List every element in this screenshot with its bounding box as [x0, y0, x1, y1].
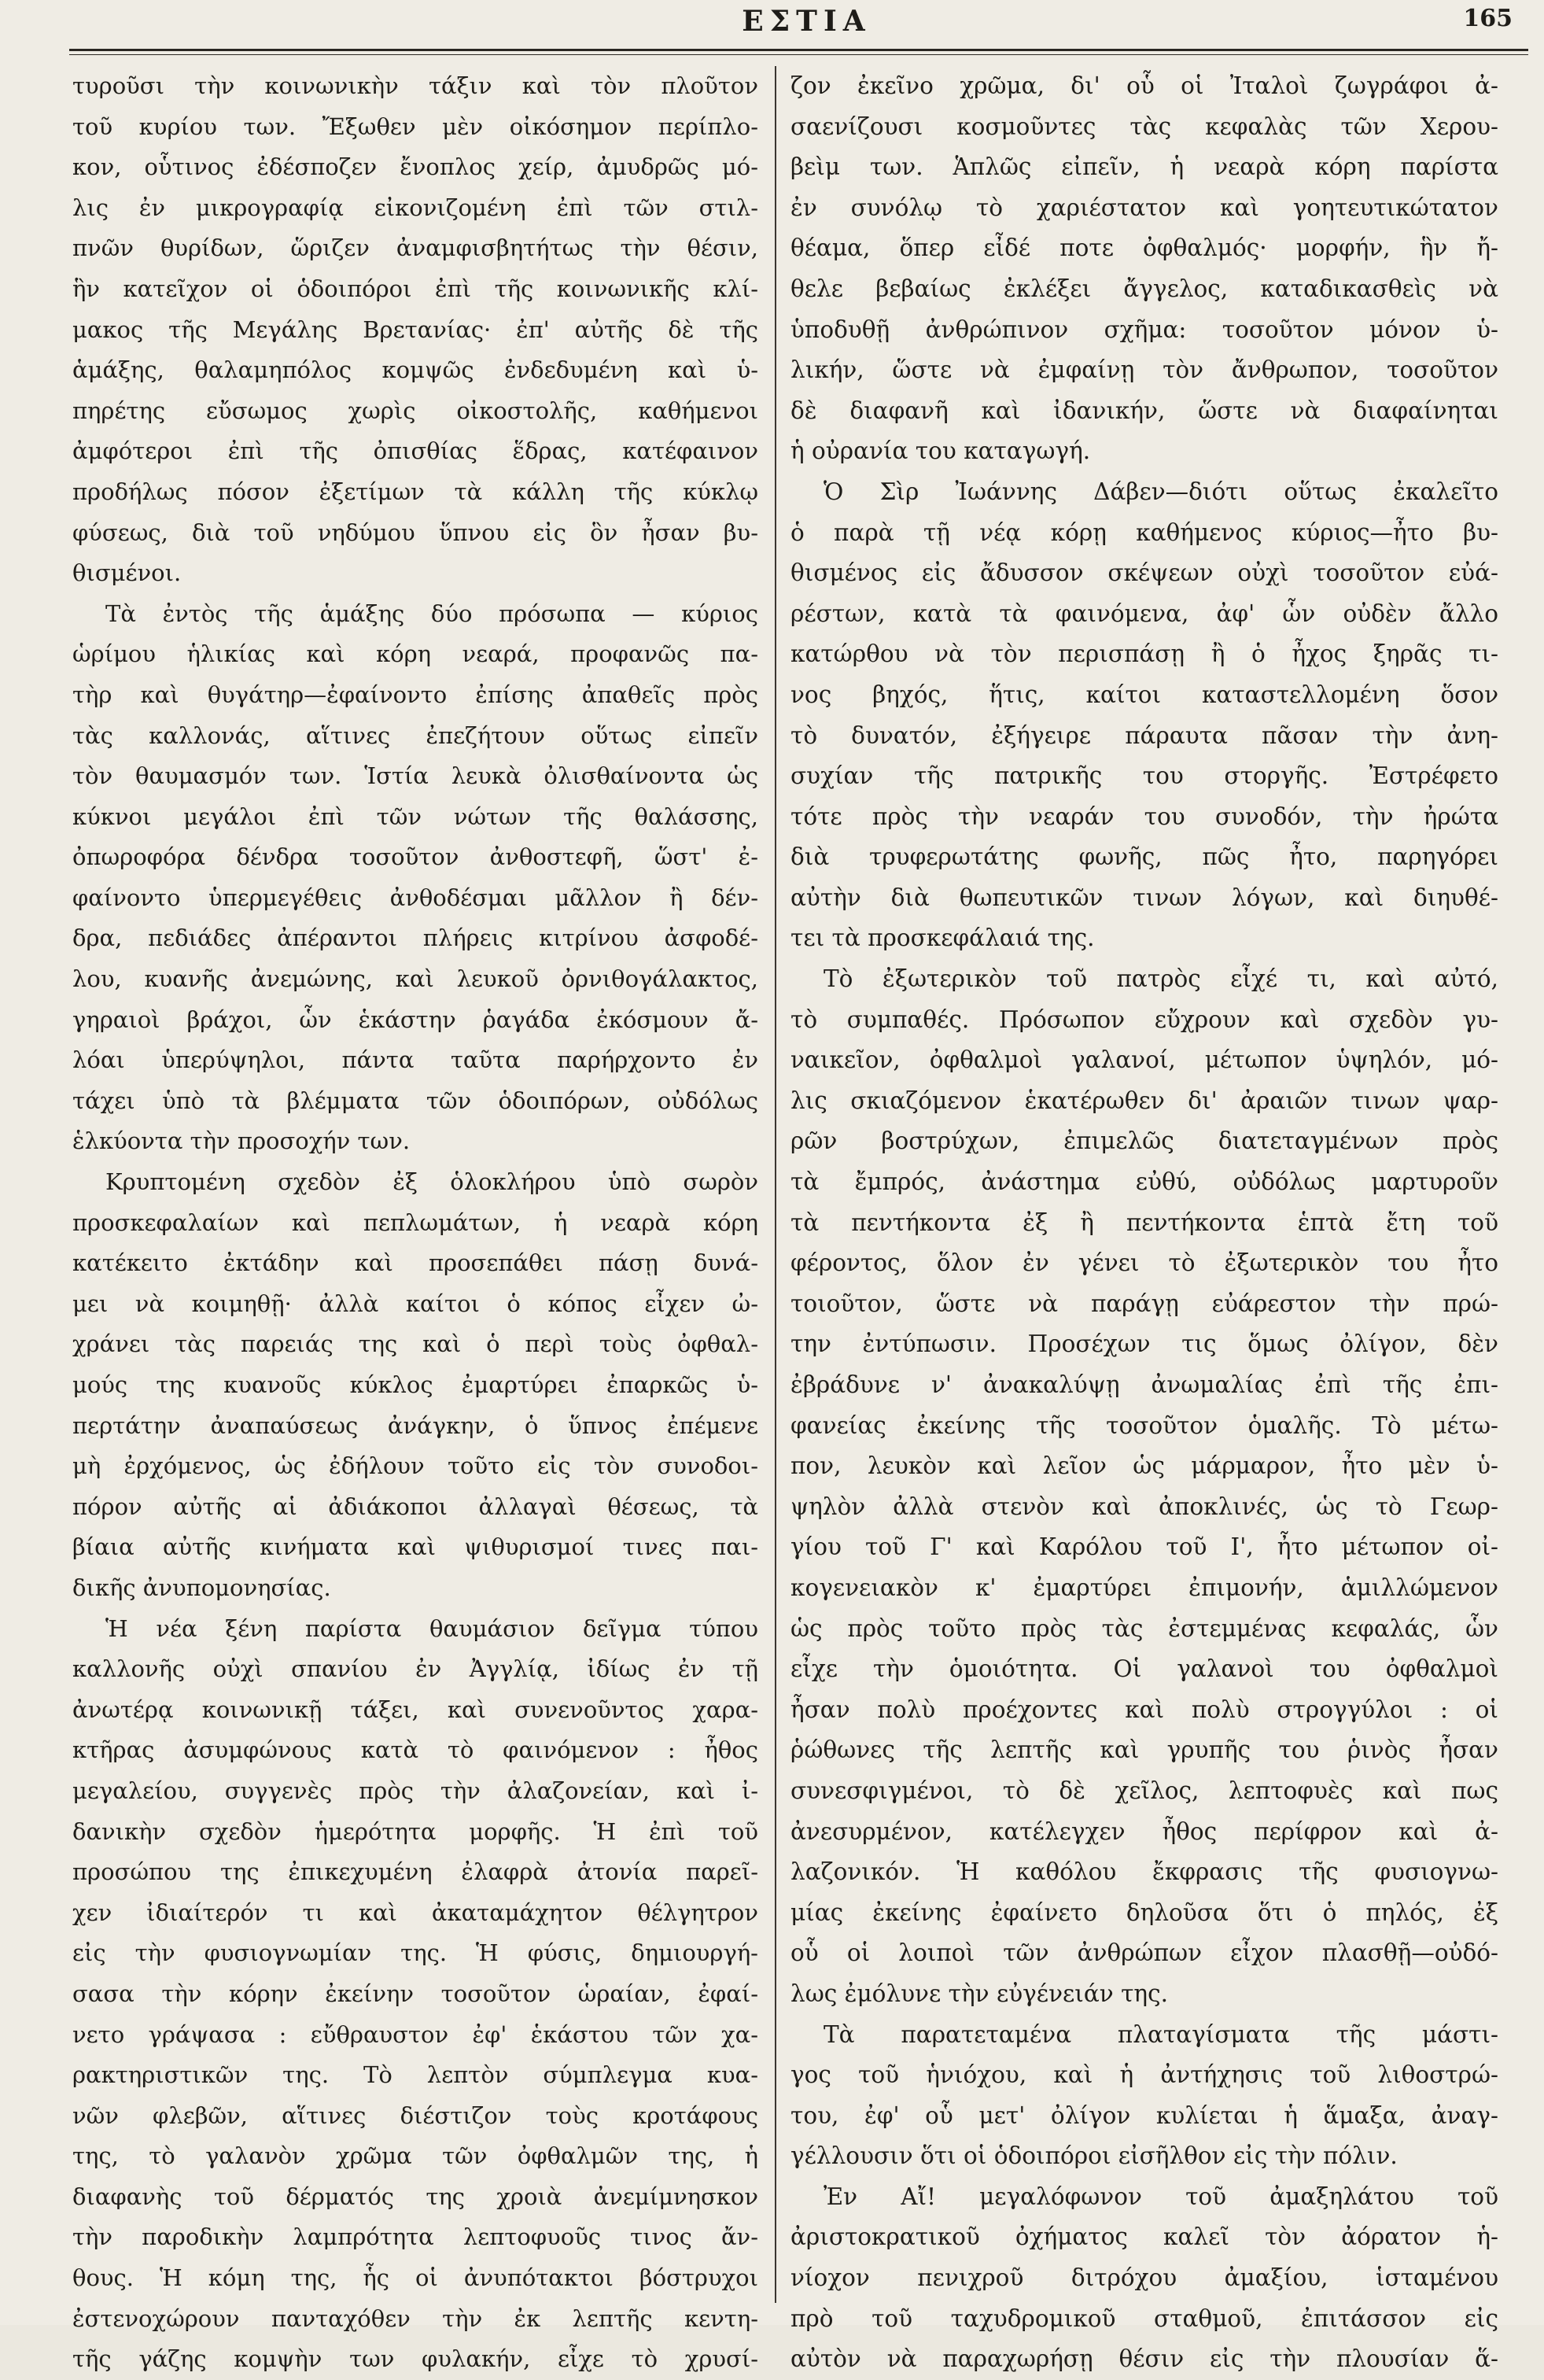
text-line: συχίαν τῆς πατρικῆς του στοργῆς. Ἐστρέφετο	[790, 762, 1498, 790]
text-line: νίοχον πενιχροῦ διτρόχου ἀμαξίου, ἱσταμένου	[790, 2264, 1498, 2292]
text-line: μει νὰ κοιμηθῇ· ἀλλὰ καίτοι ὁ κόπος εἶχεν ὠ-	[72, 1290, 758, 1317]
text-line: μίας ἐκείνης ἐφαίνετο δηλοῦσα ὅτι ὁ πηλός, ἐξ	[790, 1898, 1498, 1926]
text-line: δρα, πεδιάδες ἀπέραντοι πλήρεις κιτρίνου ἀσφοδέ-	[72, 924, 758, 952]
text-line: ἁμάξης, θαλαμηπόλος κομψῶς ἐνδεδυμένη καὶ ὑ-	[72, 356, 758, 384]
page-header	[69, 0, 1544, 47]
text-line: λαζονικόν. Ἡ καθόλου ἔκφρασις τῆς φυσιογνω-	[790, 1858, 1498, 1886]
text-line: ὡρίμου ἡλικίας καὶ κόρη νεαρά, προφανῶς πα-	[72, 640, 758, 668]
text-line: τότε πρὸς τὴν νεαράν του συνοδόν, τὴν ἠρώτα	[790, 803, 1498, 830]
text-line: πρὸ τοῦ ταχυδρομικοῦ σταθμοῦ, ἐπιτάσσον εἰς	[790, 2304, 1498, 2332]
text-line: ὡς πρὸς τοῦτο πρὸς τὰς ἐστεμμένας κεφαλάς, ὧν	[790, 1614, 1498, 1642]
text-line: ψηλὸν ἀλλὰ στενὸν καὶ ἀποκλινές, ὡς τὸ Γεωρ-	[790, 1493, 1498, 1520]
text-line: θισμένοι.	[72, 559, 182, 587]
text-line: γίου τοῦ Γ' καὶ Καρόλου τοῦ Ι', ἦτο μέτωπον οἰ-	[790, 1533, 1498, 1561]
text-line: μὴ ἐρχόμενος, ὡς ἐδήλουν τοῦτο εἰς τὸν συνοδοι-	[72, 1452, 758, 1480]
text-line: του, ἐφ' οὗ μετ' ὀλίγον κυλίεται ἡ ἅμαξα, ἀναγ-	[790, 2101, 1498, 2129]
text-line: φανείας ἐκείνης τῆς τοσοῦτον ὁμαλῆς. Τὸ μέτω-	[790, 1411, 1498, 1439]
text-line: λου, κυανῆς ἀνεμώνης, καὶ λευκοῦ ὀρνιθογάλακτος,	[72, 965, 758, 993]
text-line: συνεσφιγμένοι, τὸ δὲ χεῖλος, λεπτοφυὲς καὶ πως	[790, 1777, 1498, 1804]
text-line: τὸν θαυμασμόν των. Ἱστία λευκὰ ὀλισθαίνοντα ὡς	[72, 762, 758, 790]
text-line: ὑποδυθῇ ἀνθρώπινον σχῆμα: τοσοῦτον μόνον ὑ-	[790, 315, 1498, 343]
text-line: σαενίζουσι κοσμοῦντες τὰς κεφαλὰς τῶν Χερου-	[790, 113, 1498, 140]
text-line: ρῶν βοστρύχων, ἐπιμελῶς διατεταγμένων πρὸς	[790, 1127, 1498, 1155]
text-line: ὀπωροφόρα δένδρα τοσοῦτον ἀνθοστεφῆ, ὥστ' ἐ-	[72, 843, 758, 871]
text-line: γηραιοὶ βράχοι, ὧν ἑκάστην ῥαγάδα ἐκόσμουν ἄ-	[72, 1006, 758, 1033]
text-line: ἐβράδυνε ν' ἀνακαλύψῃ ἀνωμαλίας ἐπὶ τῆς ἐπι-	[790, 1371, 1498, 1398]
text-line: περτάτην ἀναπαύσεως ἀνάγκην, ὁ ὕπνος ἐπέμενε	[72, 1411, 758, 1439]
text-line: τὸ δυνατόν, ἐξήγειρε πάραυτα πᾶσαν τὴν ἀνη-	[790, 721, 1498, 749]
text-line: ἀνεσυρμένον, κατέλεγχεν ἦθος περίφρον καὶ ἀ-	[790, 1817, 1498, 1845]
text-line: Τὰ ἐντὸς τῆς ἁμάξης δύο πρόσωπα — κύριος	[105, 600, 758, 627]
text-line: διὰ τρυφερωτάτης φωνῆς, πῶς ἦτο, παρηγόρει	[790, 843, 1498, 871]
text-line: μούς της κυανοῦς κύκλος ἐμαρτύρει ἐπαρκῶς ὑ-	[72, 1371, 758, 1398]
text-line: ἀνωτέρᾳ κοινωνικῇ τάξει, καὶ συνενοῦντος χαρα-	[72, 1696, 758, 1723]
text-line: Κρυπτομένη σχεδὸν ἐξ ὁλοκλήρου ὑπὸ σωρὸν	[105, 1168, 758, 1196]
text-line: τὰς καλλονάς, αἵτινες ἐπεζήτουν οὕτως εἰπεῖν	[72, 721, 758, 749]
text-line: φαίνοντο ὑπερμεγέθεις ἀνθοδέσμαι μᾶλλον ἢ δέν-	[72, 884, 758, 911]
text-line: κύκνοι μεγάλοι ἐπὶ τῶν νώτων τῆς θαλάσσης,	[72, 803, 758, 830]
text-line: προσκεφαλαίων καὶ πεπλωμάτων, ἡ νεαρὰ κόρη	[72, 1208, 758, 1236]
text-line: νετο γράψασα : εὔθραυστον ἐφ' ἑκάστου τῶν χα-	[72, 2020, 758, 2048]
text-line: καλλονῆς οὐχὶ σπανίου ἐν Ἀγγλίᾳ, ἰδίως ἐν τῇ	[72, 1655, 758, 1683]
text-line: τοιοῦτον, ὥστε νὰ παράγῃ εὐάρεστον τὴν πρώ-	[790, 1290, 1498, 1317]
text-line: ἑλκύοντα τὴν προσοχήν των.	[72, 1127, 411, 1155]
text-line: κον, οὗτινος ἐδέσποζεν ἔνοπλος χείρ, ἀμυδρῶς μό-	[72, 153, 758, 181]
text-line: εἶχε τὴν ὁμοιότητα. Οἱ γαλανοὶ του ὀφθαλμοὶ	[790, 1655, 1498, 1683]
text-line: Ἡ νέα ξένη παρίστα θαυμάσιον δεῖγμα τύπου	[105, 1614, 758, 1642]
text-line: ἀριστοκρατικοῦ ὀχήματος καλεῖ τὸν ἀόρατον ἡ-	[790, 2223, 1498, 2251]
text-line: ναικεῖον, ὀφθαλμοὶ γαλανοί, μέτωπον ὑψηλόν, μό-	[790, 1046, 1498, 1074]
text-line: διαφανὴς τοῦ δέρματός της χροιὰ ἀνεμίμνησκον	[72, 2183, 758, 2210]
text-line: θισμένος εἰς ἄδυσσον σκέψεων οὐχὶ τοσοῦτον εὐά-	[790, 559, 1498, 587]
text-line: γος τοῦ ἡνιόχου, καὶ ἡ ἀντήχησις τοῦ λιθοστρώ-	[790, 2061, 1498, 2089]
page-number: 165	[1463, 5, 1513, 32]
text-line: Τὸ ἐξωτερικὸν τοῦ πατρὸς εἶχέ τι, καὶ αὐτό,	[824, 965, 1498, 993]
text-line: κατέκειτο ἐκτάδην καὶ προσεπάθει πάσῃ δυνά-	[72, 1249, 758, 1277]
left-column	[72, 66, 758, 2373]
text-line: θέαμα, ὅπερ εἶδέ ποτε ὀφθαλμός· μορφήν, ἣν ἤ-	[790, 234, 1498, 262]
text-line: νῶν φλεβῶν, αἵτινες διέστιζον τοὺς κροτάφους	[72, 2101, 758, 2129]
text-line: προσώπου της ἐπικεχυμένη ἐλαφρὰ ἀτονία παρεῖ-	[72, 1858, 758, 1886]
text-line: τοῦ κυρίου των. Ἔξωθεν μὲν οἰκόσημον περίπλο-	[72, 113, 758, 140]
header-rule	[69, 49, 1528, 51]
text-line: φέροντος, ὅλον ἐν γένει τὸ ἐξωτερικὸν του ἦτο	[790, 1249, 1498, 1277]
text-line: τὴν παροδικὴν λαμπρότητα λεπτοφυοῦς τινος ἄν-	[72, 2223, 758, 2251]
text-line: ζον ἐκεῖνο χρῶμα, δι' οὗ οἱ Ἰταλοὶ ζωγράφοι ἀ-	[790, 72, 1498, 99]
text-line: Τὰ παρατεταμένα πλαταγίσματα τῆς μάστι-	[824, 2020, 1498, 2048]
text-line: κατώρθου νὰ τὸν περισπάσῃ ἢ ὁ ἦχος ξηρᾶς τι-	[790, 640, 1498, 668]
text-line: ἐστενοχώρουν πανταχόθεν τὴν ἐκ λεπτῆς κεντη-	[72, 2304, 758, 2332]
text-line: πηρέτης εὔσωμος χωρὶς οἰκοστολῆς, καθήμενοι	[72, 397, 758, 424]
text-line: οὗ οἱ λοιποὶ τῶν ἀνθρώπων εἶχον πλασθῇ—οὐδό-	[790, 1939, 1498, 1967]
text-line: λικήν, ὥστε νὰ ἐμφαίνῃ τὸν ἄνθρωπον, τοσοῦτον	[790, 356, 1498, 384]
text-line: ἦσαν πολὺ προέχοντες καὶ πολὺ στρογγύλοι : οἱ	[790, 1696, 1498, 1723]
text-line: λόαι ὑπερύψηλοι, πάντα ταῦτα παρήρχοντο ἐν	[72, 1046, 758, 1074]
text-line: αὐτὴν διὰ θωπευτικῶν τινων λόγων, καὶ διηυθέ-	[790, 884, 1498, 911]
text-line: της, τὸ γαλανὸν χρῶμα τῶν ὀφθαλμῶν της, ἡ	[72, 2142, 758, 2170]
text-line: ἡ οὐρανία του καταγωγή.	[790, 437, 1091, 465]
text-line: προδήλως πόσον ἐξετίμων τὰ κάλλη τῆς κύκλῳ	[72, 478, 758, 505]
text-line: Ἐν Αἴ! μεγαλόφωνον τοῦ ἀμαξηλάτου τοῦ	[824, 2183, 1498, 2210]
text-line: εἰς τὴν φυσιογνωμίαν της. Ἡ φύσις, δημιουργή-	[72, 1939, 758, 1967]
text-line: την ἐντύπωσιν. Προσέχων τις ὅμως ὀλίγον, δὲν	[790, 1330, 1498, 1358]
text-line: νος βηχός, ἥτις, καίτοι καταστελλομένη ὅσον	[790, 681, 1498, 708]
text-line: βίαια αὐτῆς κινήματα καὶ ψιθυρισμοί τινες παι-	[72, 1533, 758, 1561]
text-line: τάχει ὑπὸ τὰ βλέμματα τῶν ὁδοιπόρων, οὐδόλως	[72, 1087, 758, 1114]
text-line: κτῆρας ἀσυμφώνους κατὰ τὸ φαινόμενον : ἦθος	[72, 1736, 758, 1764]
text-line: λις ἐν μικρογραφίᾳ εἰκονιζομένη ἐπὶ τῶν στιλ-	[72, 194, 758, 221]
text-line: λις σκιαζόμενον ἑκατέρωθεν δι' ἀραιῶν τινων ψαρ-	[790, 1087, 1498, 1114]
text-line: τὰ ἔμπρός, ἀνάστημα εὐθύ, οὐδόλως μαρτυροῦν	[790, 1168, 1498, 1196]
text-line: σασα τὴν κόρην ἐκείνην τοσοῦτον ὡραίαν, ἐφαί-	[72, 1980, 758, 2007]
text-line: ρακτηριστικῶν της. Τὸ λεπτὸν σύμπλεγμα κυα-	[72, 2061, 758, 2089]
text-line: δικῆς ἀνυπομονησίας.	[72, 1574, 331, 1601]
text-line: βεὶμ των. Ἁπλῶς εἰπεῖν, ἡ νεαρὰ κόρη παρίστα	[790, 153, 1498, 181]
text-line: Ὁ Σὶρ Ἰωάννης Δάβεν—διότι οὕτως ἐκαλεῖτο	[824, 478, 1498, 505]
text-line: δὲ διαφανῆ καὶ ἰδανικήν, ὥστε νὰ διαφαίνηται	[790, 397, 1498, 424]
text-line: τὸ συμπαθές. Πρόσωπον εὔχρουν καὶ σχεδὸν γυ-	[790, 1006, 1498, 1033]
text-line: θους. Ἡ κόμη της, ἧς οἱ ἀνυπότακτοι βόστρυχοι	[72, 2264, 758, 2292]
text-line: κογενειακὸν κ' ἐμαρτύρει ἐπιμονήν, ἁμιλλώμενον	[790, 1574, 1498, 1601]
text-line: φύσεως, διὰ τοῦ νηδύμου ὕπνου εἰς ὃν ἦσαν βυ-	[72, 518, 758, 546]
text-line: αὐτὸν νὰ παραχωρήσῃ θέσιν εἰς τὴν πλουσίαν ἅ-	[790, 2345, 1498, 2373]
text-line: δανικὴν σχεδὸν ἡμερότητα μορφῆς. Ἡ ἐπὶ τοῦ	[72, 1817, 758, 1845]
text-line: μεγαλείου, συγγενὲς πρὸς τὴν ἀλαζονείαν, καὶ ἰ-	[72, 1777, 758, 1804]
text-line: ἀμφότεροι ἐπὶ τῆς ὀπισθίας ἕδρας, κατέφαινον	[72, 437, 758, 465]
text-line: τυροῦσι τὴν κοινωνικὴν τάξιν καὶ τὸν πλοῦτον	[72, 72, 758, 99]
column-divider	[775, 66, 776, 2303]
text-line: λως ἐμόλυνε τὴν εὐγένειάν της.	[790, 1980, 1168, 2007]
text-line: τὴρ καὶ θυγάτηρ—ἐφαίνοντο ἐπίσης ἀπαθεῖς πρὸς	[72, 681, 758, 708]
text-line: ἐν συνόλῳ τὸ χαριέστατον καὶ γοητευτικώτατον	[790, 194, 1498, 221]
text-line: θελε βεβαίως ἐκλέξει ἄγγελος, καταδικασθεὶς νὰ	[790, 275, 1498, 302]
right-column	[790, 66, 1498, 2373]
text-line: χράνει τὰς παρειάς της καὶ ὁ περὶ τοὺς ὀφθαλ-	[72, 1330, 758, 1358]
text-line: πον, λευκὸν καὶ λεῖον ὡς μάρμαρον, ἦτο μὲν ὑ-	[790, 1452, 1498, 1480]
text-line: ὁ παρὰ τῇ νέᾳ κόρῃ καθήμενος κύριος—ἦτο βυ-	[790, 518, 1498, 546]
text-line: μακος τῆς Μεγάλης Βρετανίας· ἐπ' αὐτῆς δὲ τῆς	[72, 315, 758, 343]
text-line: τὰ πεντήκοντα ἐξ ἢ πεντήκοντα ἑπτὰ ἔτη τοῦ	[790, 1208, 1498, 1236]
text-line: τει τὰ προσκεφάλαιά της.	[790, 924, 1095, 952]
text-line: χεν ἰδιαίτερόν τι καὶ ἀκαταμάχητον θέλγητρον	[72, 1898, 758, 1926]
text-line: ῥώθωνες τῆς λεπτῆς καὶ γρυπῆς του ῥινὸς ἦσαν	[790, 1736, 1498, 1764]
text-line: ρέστων, κατὰ τὰ φαινόμενα, ἀφ' ὧν οὐδὲν ἄλλο	[790, 600, 1498, 627]
running-title: ΕΣΤΙΑ	[742, 5, 871, 38]
text-line: πνῶν θυρίδων, ὥριζεν ἀναμφισβητήτως τὴν θέσιν,	[72, 234, 758, 262]
text-line: πόρον αὐτῆς αἱ ἀδιάκοποι ἀλλαγαὶ θέσεως, τὰ	[72, 1493, 758, 1520]
text-line: γέλλουσιν ὅτι οἱ ὁδοιπόροι εἰσῆλθον εἰς τὴν πόλιν.	[790, 2142, 1398, 2170]
text-line: ἣν κατεῖχον οἱ ὁδοιπόροι ἐπὶ τῆς κοινωνικῆς κλί-	[72, 275, 758, 302]
text-line: τῆς γάζης κομψὴν των φυλακήν, εἶχε τὸ χρυσί-	[72, 2345, 758, 2373]
